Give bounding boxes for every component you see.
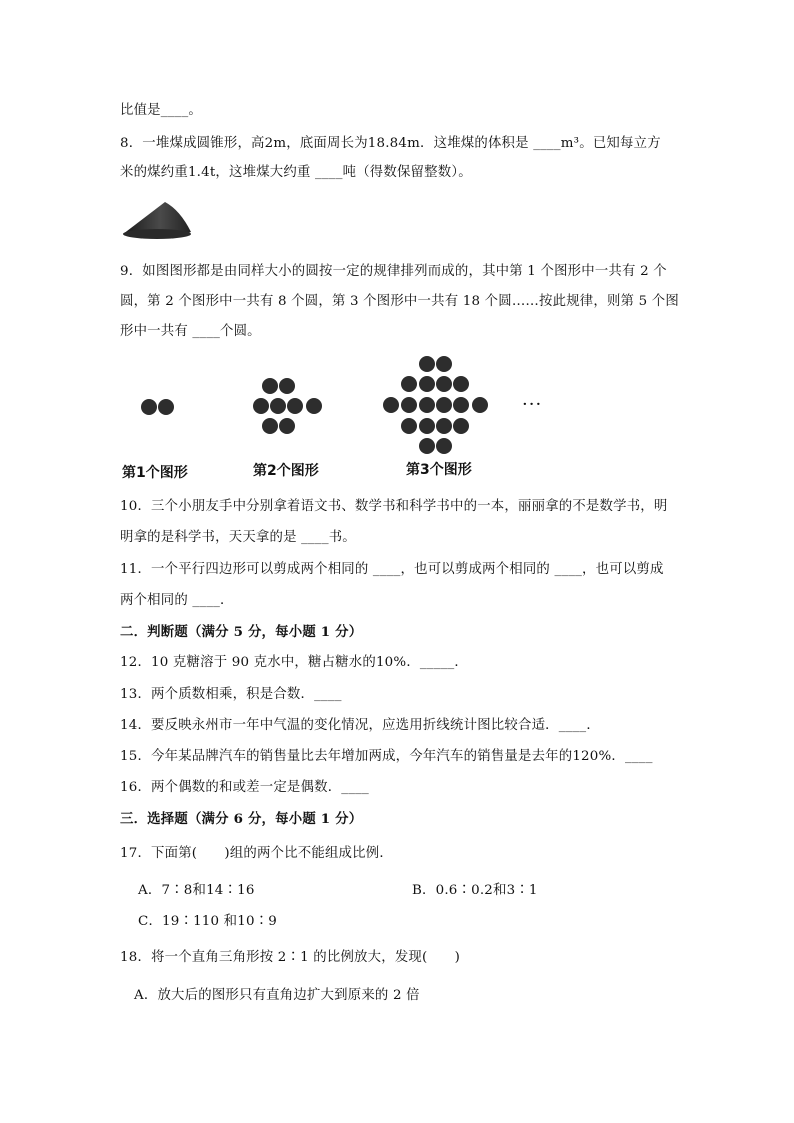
section-3-heading: 三．选择题（满分 6 分，每小题 1 分）: [120, 811, 363, 827]
figure-1-label: 第1个图形: [122, 465, 188, 481]
q10-text-line1: 10．三个小朋友手中分别拿着语文书、数学书和科学书中的一本，丽丽拿的不是数学书，明: [120, 499, 668, 514]
q17-option-c: C．19∶110 和10∶9: [138, 914, 278, 929]
q9-text-line3: 形中一共有 ____个圆。: [120, 324, 261, 339]
circle-pattern-figures: [130, 350, 510, 460]
q8-text-line2: 米的煤约重1.4t，这堆煤大约重 ____吨（得数保留整数）。: [120, 165, 472, 180]
q18-option-a: A．放大后的图形只有直角边扩大到原来的 2 倍: [134, 988, 420, 1003]
q14-text: 14．要反映永州市一年中气温的变化情况，应选用折线统计图比较合适．____．: [120, 718, 600, 733]
q12-text: 12．10 克糖溶于 90 克水中，糖占糖水的10%．_____．: [120, 655, 468, 670]
q11-text-line2: 两个相同的 ____．: [120, 593, 234, 608]
ellipsis-dots: ···: [522, 394, 543, 415]
coal-cone-illustration: [120, 198, 194, 244]
figure-3-label: 第3个图形: [406, 462, 472, 478]
q18-text: 18．将一个直角三角形按 2∶1 的比例放大，发现( ): [120, 950, 461, 965]
q17-option-b: B．0.6∶0.2和3∶1: [412, 883, 538, 898]
q16-text: 16．两个偶数的和或差一定是偶数．____: [120, 780, 369, 795]
section-2-heading: 二．判断题（满分 5 分，每小题 1 分）: [120, 624, 363, 640]
q7-tail-text: 比值是____。: [120, 103, 202, 118]
figure-2-label: 第2个图形: [253, 463, 319, 479]
q11-text-line1: 11．一个平行四边形可以剪成两个相同的 ____，也可以剪成两个相同的 ____，也可以剪成: [120, 562, 664, 577]
figure-2-circles: [253, 378, 322, 434]
figure-3-circles: [383, 356, 488, 454]
q9-text-line2: 圆，第 2 个图形中一共有 8 个圆，第 3 个图形中一共有 18 个圆……按此规律，则第 5 个图: [120, 294, 679, 309]
q15-text: 15．今年某品牌汽车的销售量比去年增加两成，今年汽车的销售量是去年的120%．____: [120, 749, 653, 764]
q17-text: 17．下面第( )组的两个比不能组成比例．: [120, 846, 393, 861]
q9-text-line1: 9．如图图形都是由同样大小的圆按一定的规律排列而成的，其中第 1 个图形中一共有 2 个: [120, 264, 667, 279]
q17-option-a: A．7∶8和14∶16: [138, 883, 255, 898]
q13-text: 13．两个质数相乘，积是合数．____: [120, 687, 342, 702]
q10-text-line2: 明拿的是科学书，天天拿的是 ____书。: [120, 530, 356, 545]
q8-text-line1: 8．一堆煤成圆锥形，高2m，底面周长为18.84m．这堆煤的体积是 ____m³。已知每立方: [120, 136, 661, 151]
figure-1-circles: [141, 399, 174, 415]
